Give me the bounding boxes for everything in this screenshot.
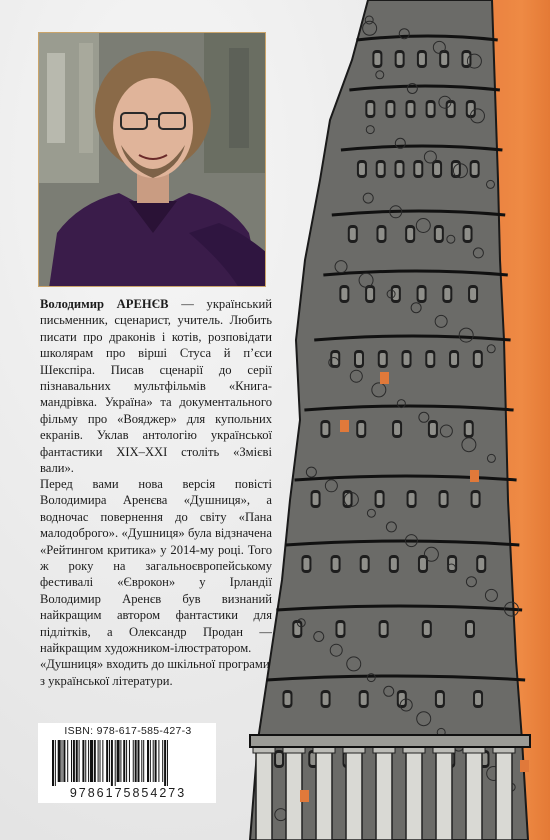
author-photo bbox=[38, 32, 266, 287]
ean-number: 9786175854273 bbox=[69, 786, 187, 800]
author-name: Володимир АРЕНЄВ bbox=[40, 297, 169, 311]
bio-text: — український письменник, сценарист, учитель. Любить писати про драконів і котів, розповідати школярам про вірші Стуса й п’єси Шекспіра. Писав сценарії до серії пізнавальних мультфільмів «Книга-мандрівка. Україна» та документального фільму про «Вояджер» для купольних екранів. Уклав антологію української фантастики XIX–XXI століть «Змієві вали». bbox=[40, 297, 272, 476]
author-bio bbox=[40, 296, 272, 476]
description-paragraph: Перед вами нова версія повісті Володимира Аренєва «Душниця», а водночас повернення до світу «Пана малодоброго». «Душниця» була відзначена «Рейтингом критика» у 2014-му році. Того ж року на загальноєвропейському фестивалі «Єврокон» у Ірландії Володимир Аренєв був визнаний найкращим автором фантастики для підлітків, а Олександр Продан — найкращим художником-ілюстратором. bbox=[40, 477, 272, 656]
barcode-panel bbox=[38, 723, 216, 803]
book-description bbox=[40, 476, 272, 689]
description-closing: «Душниця» входить до шкільної програми з української літератури. bbox=[40, 657, 270, 688]
isbn-label: ISBN: 978-617-585-427-3 bbox=[64, 725, 192, 737]
barcode-bars bbox=[52, 740, 202, 786]
